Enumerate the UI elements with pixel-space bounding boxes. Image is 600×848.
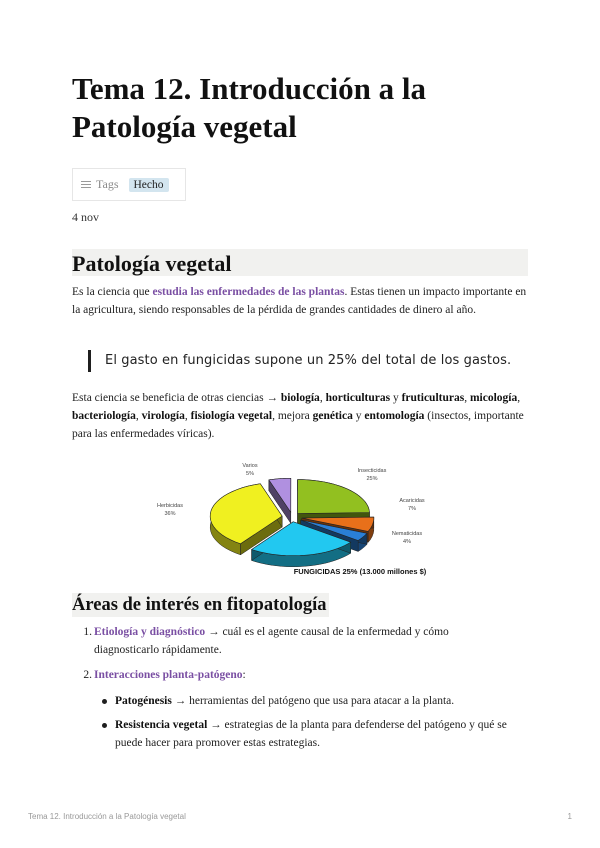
slice-value-label: 7% bbox=[408, 506, 416, 512]
pie-chart bbox=[150, 455, 450, 585]
slice-value-label: 5% bbox=[246, 471, 254, 477]
bold-term: entomología bbox=[364, 410, 425, 422]
sciences-paragraph bbox=[72, 389, 532, 443]
slice-label: Herbicidas bbox=[157, 503, 183, 509]
subsection-heading-block bbox=[72, 593, 329, 617]
text: y bbox=[352, 410, 365, 422]
slice-value-label: 25% bbox=[366, 476, 378, 482]
text: , bbox=[464, 392, 470, 404]
subsection-heading: Áreas de interés en fitopatología bbox=[72, 595, 327, 615]
bold-term: fisiología vegetal bbox=[190, 410, 273, 422]
bold-term: virología bbox=[141, 410, 185, 422]
bold-term: Patogénesis bbox=[115, 695, 172, 707]
list-number: 1. bbox=[83, 626, 92, 638]
chart-caption: FUNGICIDAS 25% (13.000 millones $) bbox=[293, 567, 427, 576]
tags-label: Tags bbox=[96, 177, 119, 191]
slice-label: Acaricidas bbox=[399, 498, 425, 504]
highlight-text: estudia las enfermedades de las plantas bbox=[152, 286, 345, 298]
slice-label: Varios bbox=[242, 463, 258, 469]
date: 4 nov bbox=[72, 210, 99, 224]
text: , bbox=[135, 410, 142, 422]
list-item-text bbox=[115, 692, 535, 710]
section-heading: Patología vegetal bbox=[72, 251, 232, 276]
text: Es la ciencia que bbox=[72, 286, 153, 298]
slice-value-label: 4% bbox=[403, 539, 411, 545]
highlight-text: Interacciones planta-patógeno bbox=[94, 669, 243, 681]
text: , bbox=[517, 392, 521, 404]
text: , bbox=[319, 392, 326, 404]
bold-term: fruticulturas bbox=[401, 392, 465, 404]
highlight-text: Etiología y diagnóstico bbox=[94, 626, 206, 638]
list-item-text bbox=[115, 716, 535, 752]
list-item-text bbox=[94, 623, 534, 659]
text: → estrategias de la planta para defenderse del patógeno y qué se bbox=[207, 719, 507, 731]
page-number: 1 bbox=[567, 812, 572, 821]
list-number: 2. bbox=[83, 669, 92, 681]
bullet-icon bbox=[102, 699, 107, 704]
text: puede hacer para promover estas estrategias. bbox=[115, 737, 320, 749]
text: (insectos, importante para las enfermedades víricas). bbox=[72, 410, 524, 440]
tag-chip[interactable]: Hecho bbox=[129, 178, 169, 192]
pie-chart-svg bbox=[150, 455, 450, 585]
text: : bbox=[242, 669, 246, 681]
text: , bbox=[184, 410, 191, 422]
text: → herramientas del patógeno que usa para atacar a la planta. bbox=[171, 695, 455, 707]
quote: El gasto en fungicidas supone un 25% del total de los gastos. bbox=[88, 350, 511, 372]
page-title: Tema 12. Introducción a la Patología vegetal bbox=[72, 71, 426, 144]
list-item-text bbox=[94, 666, 534, 684]
text: Esta ciencia se beneficia de otras ciencias → bbox=[72, 392, 281, 404]
text: , mejora bbox=[272, 410, 313, 422]
bold-term: bacteriología bbox=[72, 410, 136, 422]
tags-property[interactable] bbox=[72, 168, 186, 201]
intro-paragraph bbox=[72, 283, 532, 319]
bold-term: biología bbox=[280, 392, 320, 404]
bold-term: horticulturas bbox=[325, 392, 391, 404]
slice-label: Nematicidas bbox=[391, 531, 423, 537]
slice-label: Insecticidas bbox=[357, 468, 387, 474]
section-heading-block bbox=[72, 249, 528, 276]
list-icon bbox=[81, 179, 91, 190]
slice-value-label: 36% bbox=[164, 511, 176, 517]
text: y bbox=[390, 392, 402, 404]
text: . Estas tienen un impacto importante en la agricultura, siendo responsables de la pérdida de grandes cantidades de dinero al año. bbox=[72, 286, 527, 316]
bold-term: micología bbox=[469, 392, 518, 404]
bold-term: genética bbox=[312, 410, 353, 422]
footer-title: Tema 12. Introducción a la Patología vegetal bbox=[28, 812, 186, 821]
bold-term: Resistencia vegetal bbox=[115, 719, 208, 731]
text: → cuál es el agente causal de la enfermedad y cómo bbox=[205, 626, 449, 638]
bullet-icon bbox=[102, 723, 107, 728]
text: diagnosticarlo rápidamente. bbox=[94, 644, 222, 656]
